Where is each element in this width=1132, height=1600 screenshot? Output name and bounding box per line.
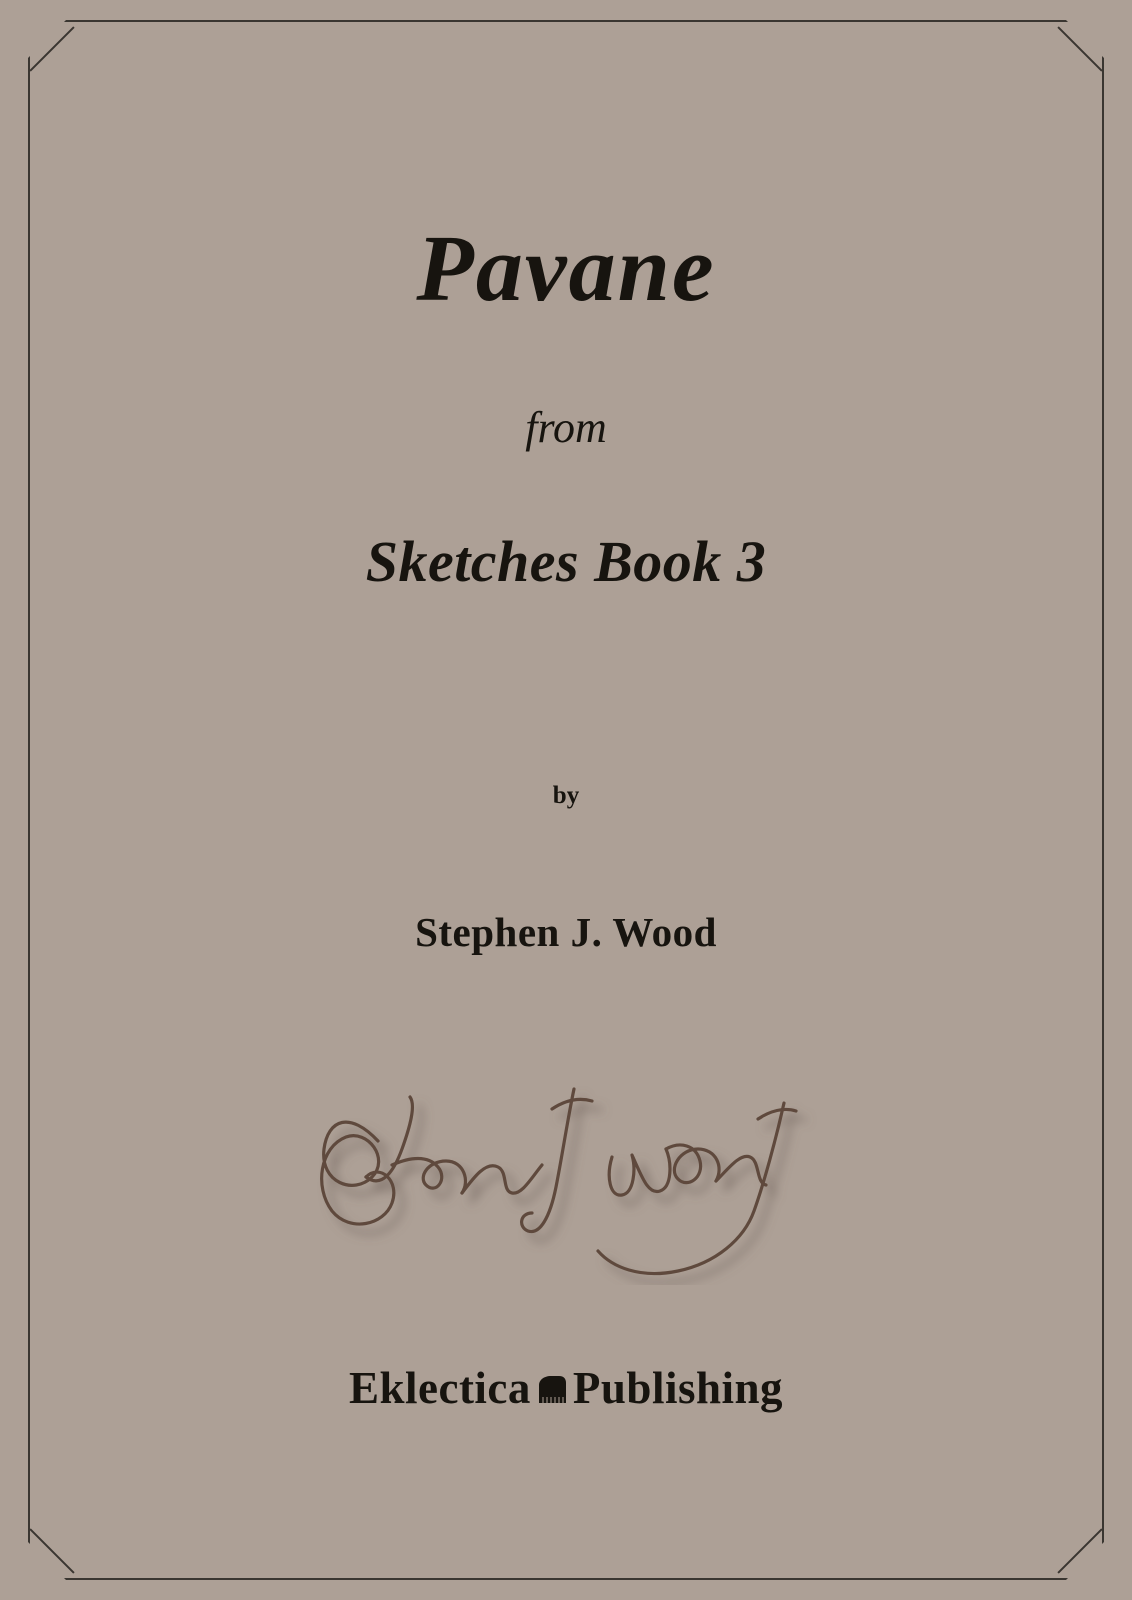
publisher-imprint bbox=[0, 1362, 1132, 1414]
by-label: by bbox=[552, 782, 580, 809]
border-corner-bottom-right bbox=[1057, 1528, 1102, 1573]
page-title: Pavane bbox=[416, 217, 716, 321]
collection-title: Sketches Book 3 bbox=[365, 529, 767, 594]
grand-piano-icon bbox=[535, 1366, 569, 1400]
border-corner-bottom-left bbox=[29, 1528, 74, 1573]
publisher-name-part-2: Publishing bbox=[572, 1363, 784, 1413]
publisher-name-part-1: Eklectica bbox=[348, 1363, 531, 1413]
border-corner-top-right bbox=[1057, 26, 1102, 71]
composer-name: Stephen J. Wood bbox=[415, 909, 717, 955]
border-corner-top-left bbox=[29, 26, 74, 71]
signature bbox=[0, 1040, 1132, 1290]
from-label: from bbox=[525, 403, 607, 452]
signature-icon bbox=[306, 1045, 826, 1285]
